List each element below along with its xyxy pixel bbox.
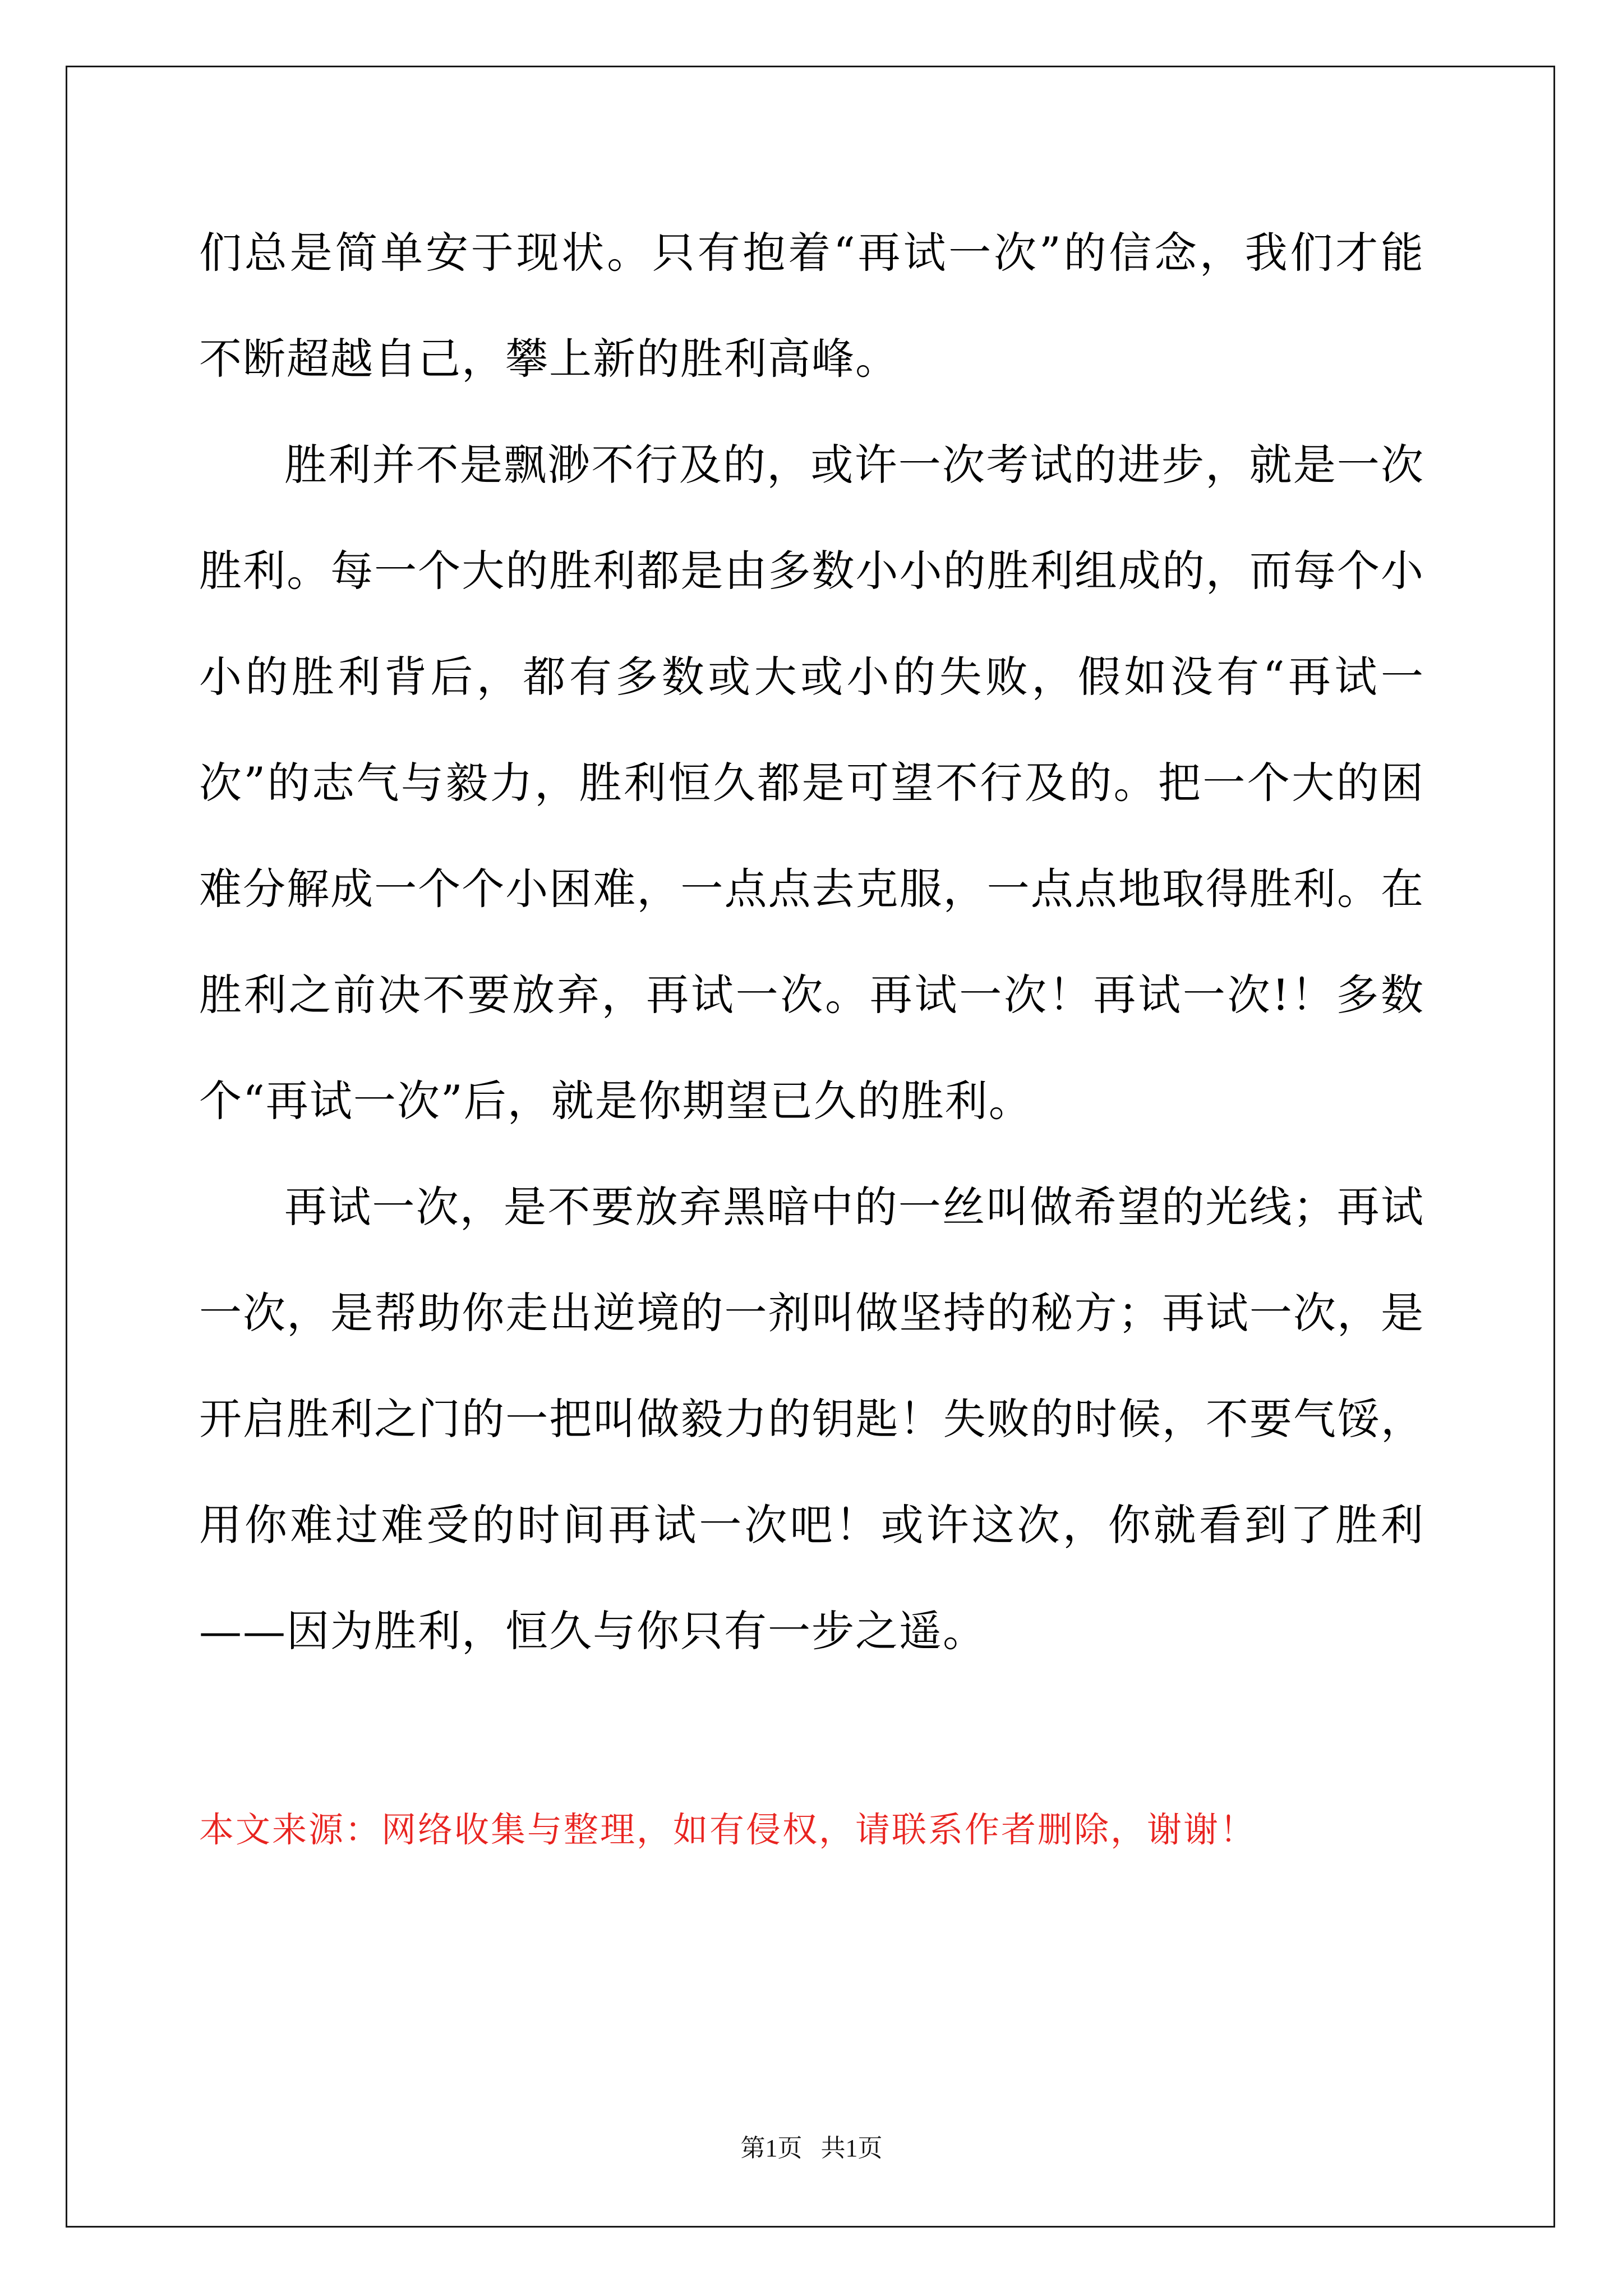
page-footer — [0, 2132, 1623, 2165]
footer-spacer — [803, 2134, 821, 2162]
document-body — [199, 200, 1424, 1684]
paragraph-1: 们总是简单安于现状。只有抱着“再试一次”的信念，我们才能不断超越自己，攀上新的胜利高峰。 — [199, 228, 1424, 384]
paragraph-3: 再试一次，是不要放弃黑暗中的一丝叫做希望的光线；再试一次，是帮助你走出逆境的一剂叫做坚持的秘方；再试一次，是开启胜利之门的一把叫做毅力的钥匙！失败的时候，不要气馁，用你难过难受的时间再试一次吧！或许这次，你就看到了胜利——因为胜利，恒久与你只有一步之遥。 — [199, 1182, 1424, 1656]
page-number-total: 共1页 — [820, 2134, 883, 2162]
paragraph-2: 胜利并不是飘渺不行及的，或许一次考试的进步，就是一次胜利。每一个大的胜利都是由多数小小的胜利组成的，而每个小小的胜利背后，都有多数或大或小的失败，假如没有“再试一次”的志气与毅力，胜利恒久都是可望不行及的。把一个大的困难分解成一个个小困难，一点点去克服，一点点地取得胜利。在胜利之前决不要放弃，再试一次。再试一次！再试一次!！多数个“再试一次”后，就是你期望已久的胜利。 — [199, 440, 1424, 1126]
page-number-current: 第1页 — [740, 2134, 803, 2162]
source-note: 本文来源：网络收集与整理，如有侵权，请联系作者删除，谢谢！ — [199, 1809, 1257, 1850]
